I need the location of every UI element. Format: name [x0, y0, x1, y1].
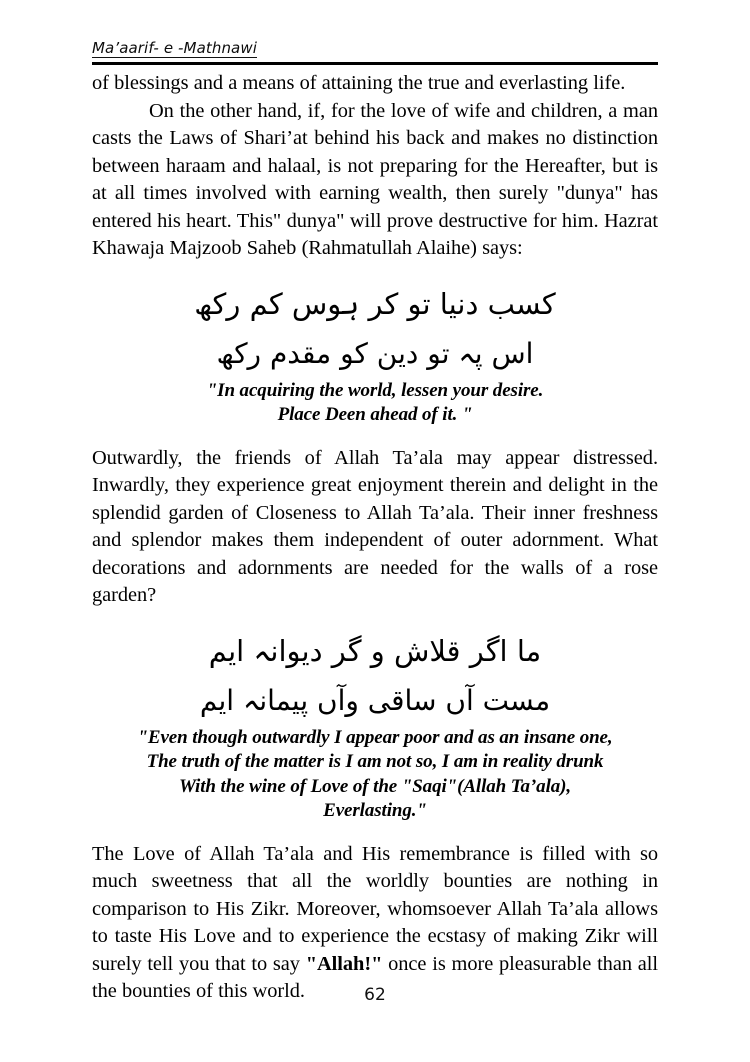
header-title: Ma’aarif- e -Mathnawi	[92, 39, 257, 57]
header-divider-rule	[92, 62, 658, 65]
translation-two-line-4: Everlasting."	[323, 800, 427, 821]
persian-couplet-two-line-2: مست آں ساقی وآں پیمانہ ایم	[199, 683, 551, 717]
body-text-column	[92, 70, 658, 1006]
paragraph-love-of-allah	[92, 841, 658, 1006]
persian-couplet-two	[92, 626, 658, 726]
translation-two-line-2: The truth of the matter is I am not so, I am in reality drunk	[146, 751, 604, 772]
paragraph-outwardly: Outwardly, the friends of Allah Ta’ala may appear distressed. Inwardly, they experience great enjoyment therein and delight in the splendid garden of Closeness to Allah Ta’ala. Their inner freshness and splendor makes them independent of outer adornment. What decorations and adornments are needed for the walls of a rose garden?	[92, 446, 658, 606]
paragraph-love-of-allah-part-1: The Love of Allah Ta’ala and His remembrance is filled with so much sweetness that all the worldly bounties are nothing in comparison to His Zikr. Moreover, whomsoever Allah Ta’ala allows to taste His Love and to experience the ecstasy of making Zikr will surely tell you that to say	[92, 842, 658, 975]
spacer-after-translation-two	[92, 824, 658, 841]
translation-two-line-1: "Even though outwardly I appear poor and as an insane one,	[137, 726, 613, 748]
running-header	[92, 40, 658, 65]
translation-one-line-1: "In acquiring the world, lessen your desire.	[206, 379, 544, 401]
translation-two-line-3: With the wine of Love of the "Saqi"(Allah Ta’ala),	[178, 775, 572, 797]
persian-couplet-two-line-1: ما اگر قلاش و گر دیوانہ ایم	[208, 633, 542, 668]
urdu-couplet-one-line-2: اس پہ تو دین کو مقدم رکھ	[216, 336, 534, 370]
spacer-after-translation-one	[92, 428, 658, 445]
page-number: 62	[364, 985, 386, 1005]
paragraph-continuation: of blessings and a means of attaining the true and everlasting life.	[92, 72, 626, 94]
paragraph-other-hand: On the other hand, if, for the love of wife and children, a man casts the Laws of Shari’at behind his back and makes no distinction between haraam and halaal, is not preparing for the Hereafter, but is at all times involved with earning wealth, then surely "dunya" has entered his heart. This" dunya" will prove destructive for him. Hazrat Khawaja Majzoob Saheb (Rahmatullah Alaihe) says:	[92, 99, 658, 259]
urdu-couplet-one	[92, 279, 658, 379]
urdu-couplet-one-line-1: کسب دنیا تو کر ہوس کم رکھ	[194, 286, 556, 321]
paragraph-love-of-allah-emphasis: "Allah!"	[305, 952, 383, 975]
spacer-before-verse-two	[92, 610, 658, 626]
spacer-before-verse-one	[92, 263, 658, 279]
translation-two	[92, 726, 658, 824]
paragraph-love-of-allah-part-2: once is more pleasurable than all the bounties of this world.	[92, 952, 658, 1002]
translation-one-line-2: Place Deen ahead of it. "	[277, 404, 473, 425]
translation-one	[92, 379, 658, 428]
